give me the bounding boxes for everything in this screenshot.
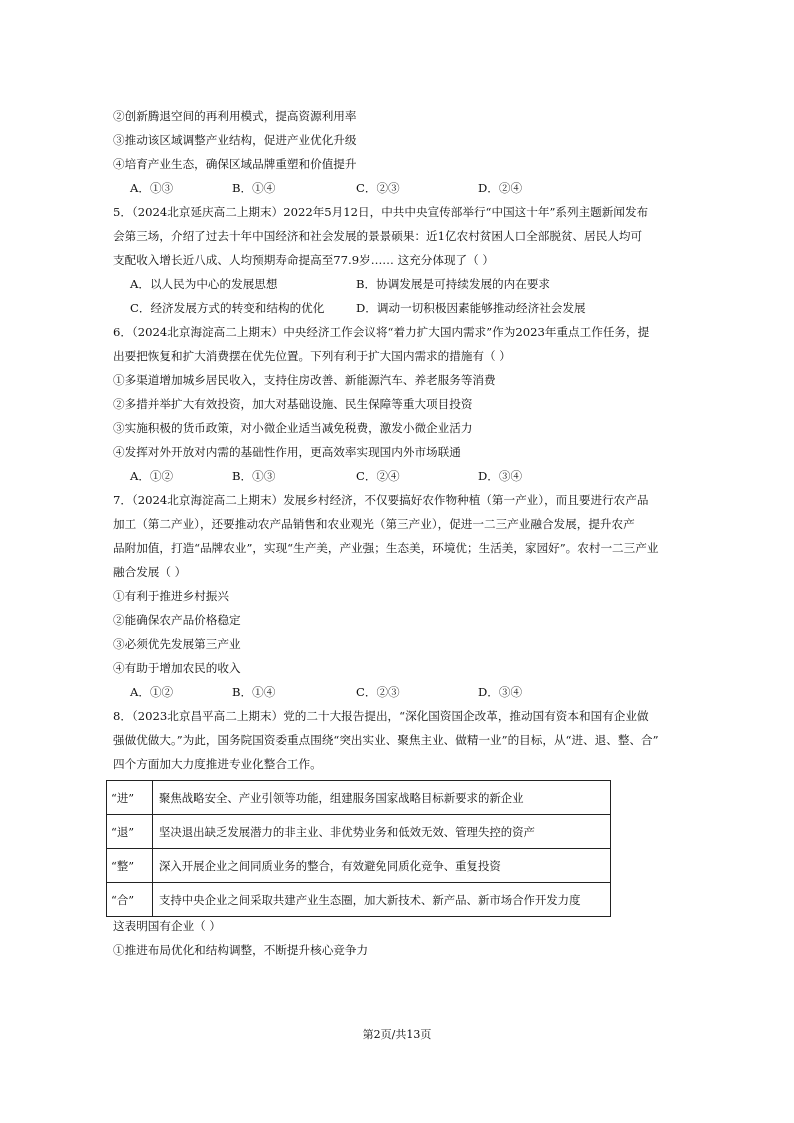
option-a: A．①②: [130, 685, 174, 699]
question-7-stem: 融合发展（ ）: [113, 565, 187, 579]
option-b: B．①④: [232, 181, 276, 195]
table-desc-cell: 支持中央企业之间采取共建产业生态圈，加大新技术、新产品、新市场合作开发力度: [153, 883, 611, 917]
statement-line: ④有助于增加农民的收入: [113, 661, 241, 675]
option-d: D．调动一切积极因素能够推动经济社会发展: [356, 301, 586, 315]
option-b: B．协调发展是可持续发展的内在要求: [356, 277, 551, 291]
question-8-prompt: 这表明国有企业（ ）: [113, 919, 222, 933]
table-desc-cell: 深入开展企业之间同质业务的整合，有效避免同质化竞争、重复投资: [153, 849, 611, 883]
table-desc-cell: 聚焦战略安全、产业引领等功能，组建服务国家战略目标新要求的新企业: [153, 781, 611, 815]
question-5-stem: 会第三场，介绍了过去十年中国经济和社会发展的景景硕果：近1亿农村贫困人口全部脱贫、居民人均可: [113, 229, 643, 243]
table-row: [107, 815, 611, 849]
table-row: [107, 849, 611, 883]
question-8-stem: 8．（2023北京昌平高二上期末）党的二十大报告提出，“深化国资国企改革，推动国有资本和国有企业做: [113, 709, 649, 723]
table-key-cell: “进”: [107, 781, 153, 815]
option-d: D．③④: [478, 685, 523, 699]
question-8-stem: 强做优做大。”为此，国务院国资委重点围绕“突出实业、聚焦主业、做精一业”的目标，从“进、退、整、合”: [113, 733, 659, 747]
statement-line: ③必须优先发展第三产业: [113, 637, 241, 651]
statement-line: ③推动该区域调整产业结构，促进产业优化升级: [113, 133, 357, 147]
option-c: C．经济发展方式的转变和结构的优化: [130, 301, 325, 315]
statement-line: ①有利于推进乡村振兴: [113, 589, 229, 603]
option-c: C．②③: [356, 685, 400, 699]
page-footer: 第2页/共13页: [362, 1028, 432, 1041]
statement-line: ④培育产业生态，确保区域品牌重塑和价值提升: [113, 157, 357, 171]
statement-line: ①推进布局优化和结构调整，不断提升核心竞争力: [113, 943, 369, 957]
option-c: C．②④: [356, 469, 400, 483]
reform-table: [106, 780, 611, 917]
question-6-stem: 6．（2024北京海淀高二上期末）中央经济工作会议将“着力扩大国内需求”作为2023年重点工作任务，提: [113, 325, 650, 339]
question-6-stem: 出要把恢复和扩大消费摆在优先位置。下列有利于扩大国内需求的措施有（ ）: [113, 349, 511, 363]
option-d: D．③④: [478, 469, 523, 483]
statement-line: ②能确保农产品价格稳定: [113, 613, 241, 627]
question-8-stem: 四个方面加大力度推进专业化整合工作。: [113, 757, 322, 771]
statement-line: ①多渠道增加城乡居民收入，支持住房改善、新能源汽车、养老服务等消费: [113, 373, 496, 387]
question-5-stem: 5．（2024北京延庆高二上期末）2022年5月12日，中共中央宣传部举行“中国这十年”系列主题新闻发布: [113, 205, 649, 219]
option-c: C．②③: [356, 181, 400, 195]
table-desc-cell: 坚决退出缺乏发展潜力的非主业、非优势业务和低效无效、管理失控的资产: [153, 815, 611, 849]
table-key-cell: “整”: [107, 849, 153, 883]
option-a: A．以人民为中心的发展思想: [130, 277, 278, 291]
statement-line: ②多措并举扩大有效投资，加大对基础设施、民生保障等重大项目投资: [113, 397, 473, 411]
question-7-stem: 7．（2024北京海淀高二上期末）发展乡村经济，不仅要搞好农作物种植（第一产业），而且要进行农产品: [113, 493, 649, 507]
statement-line: ③实施积极的货币政策，对小微企业适当减免税费，激发小微企业活力: [113, 421, 473, 435]
option-a: A．①③: [130, 181, 174, 195]
statement-line: ②创新腾退空间的再利用模式，提高资源利用率: [113, 109, 357, 123]
option-d: D．②④: [478, 181, 523, 195]
option-b: B．①④: [232, 685, 276, 699]
table-row: [107, 781, 611, 815]
option-a: A．①②: [130, 469, 174, 483]
question-7-stem: 品附加值，打造“品牌农业”，实现“生产美，产业强；生态美，环境优；生活美，家园好”。农村一二三产业: [113, 541, 659, 555]
question-5-stem: 支配收入增长近八成、人均预期寿命提高至77.9岁…… 这充分体现了（ ）: [113, 253, 494, 267]
question-7-stem: 加工（第二产业），还要推动农产品销售和农业观光（第三产业），促进一二三产业融合发展，提升农产: [113, 517, 635, 531]
table-key-cell: “合”: [107, 883, 153, 917]
option-b: B．①③: [232, 469, 276, 483]
table-key-cell: “退”: [107, 815, 153, 849]
statement-line: ④发挥对外开放对内需的基础性作用，更高效率实现国内外市场联通: [113, 445, 461, 459]
table-row: [107, 883, 611, 917]
